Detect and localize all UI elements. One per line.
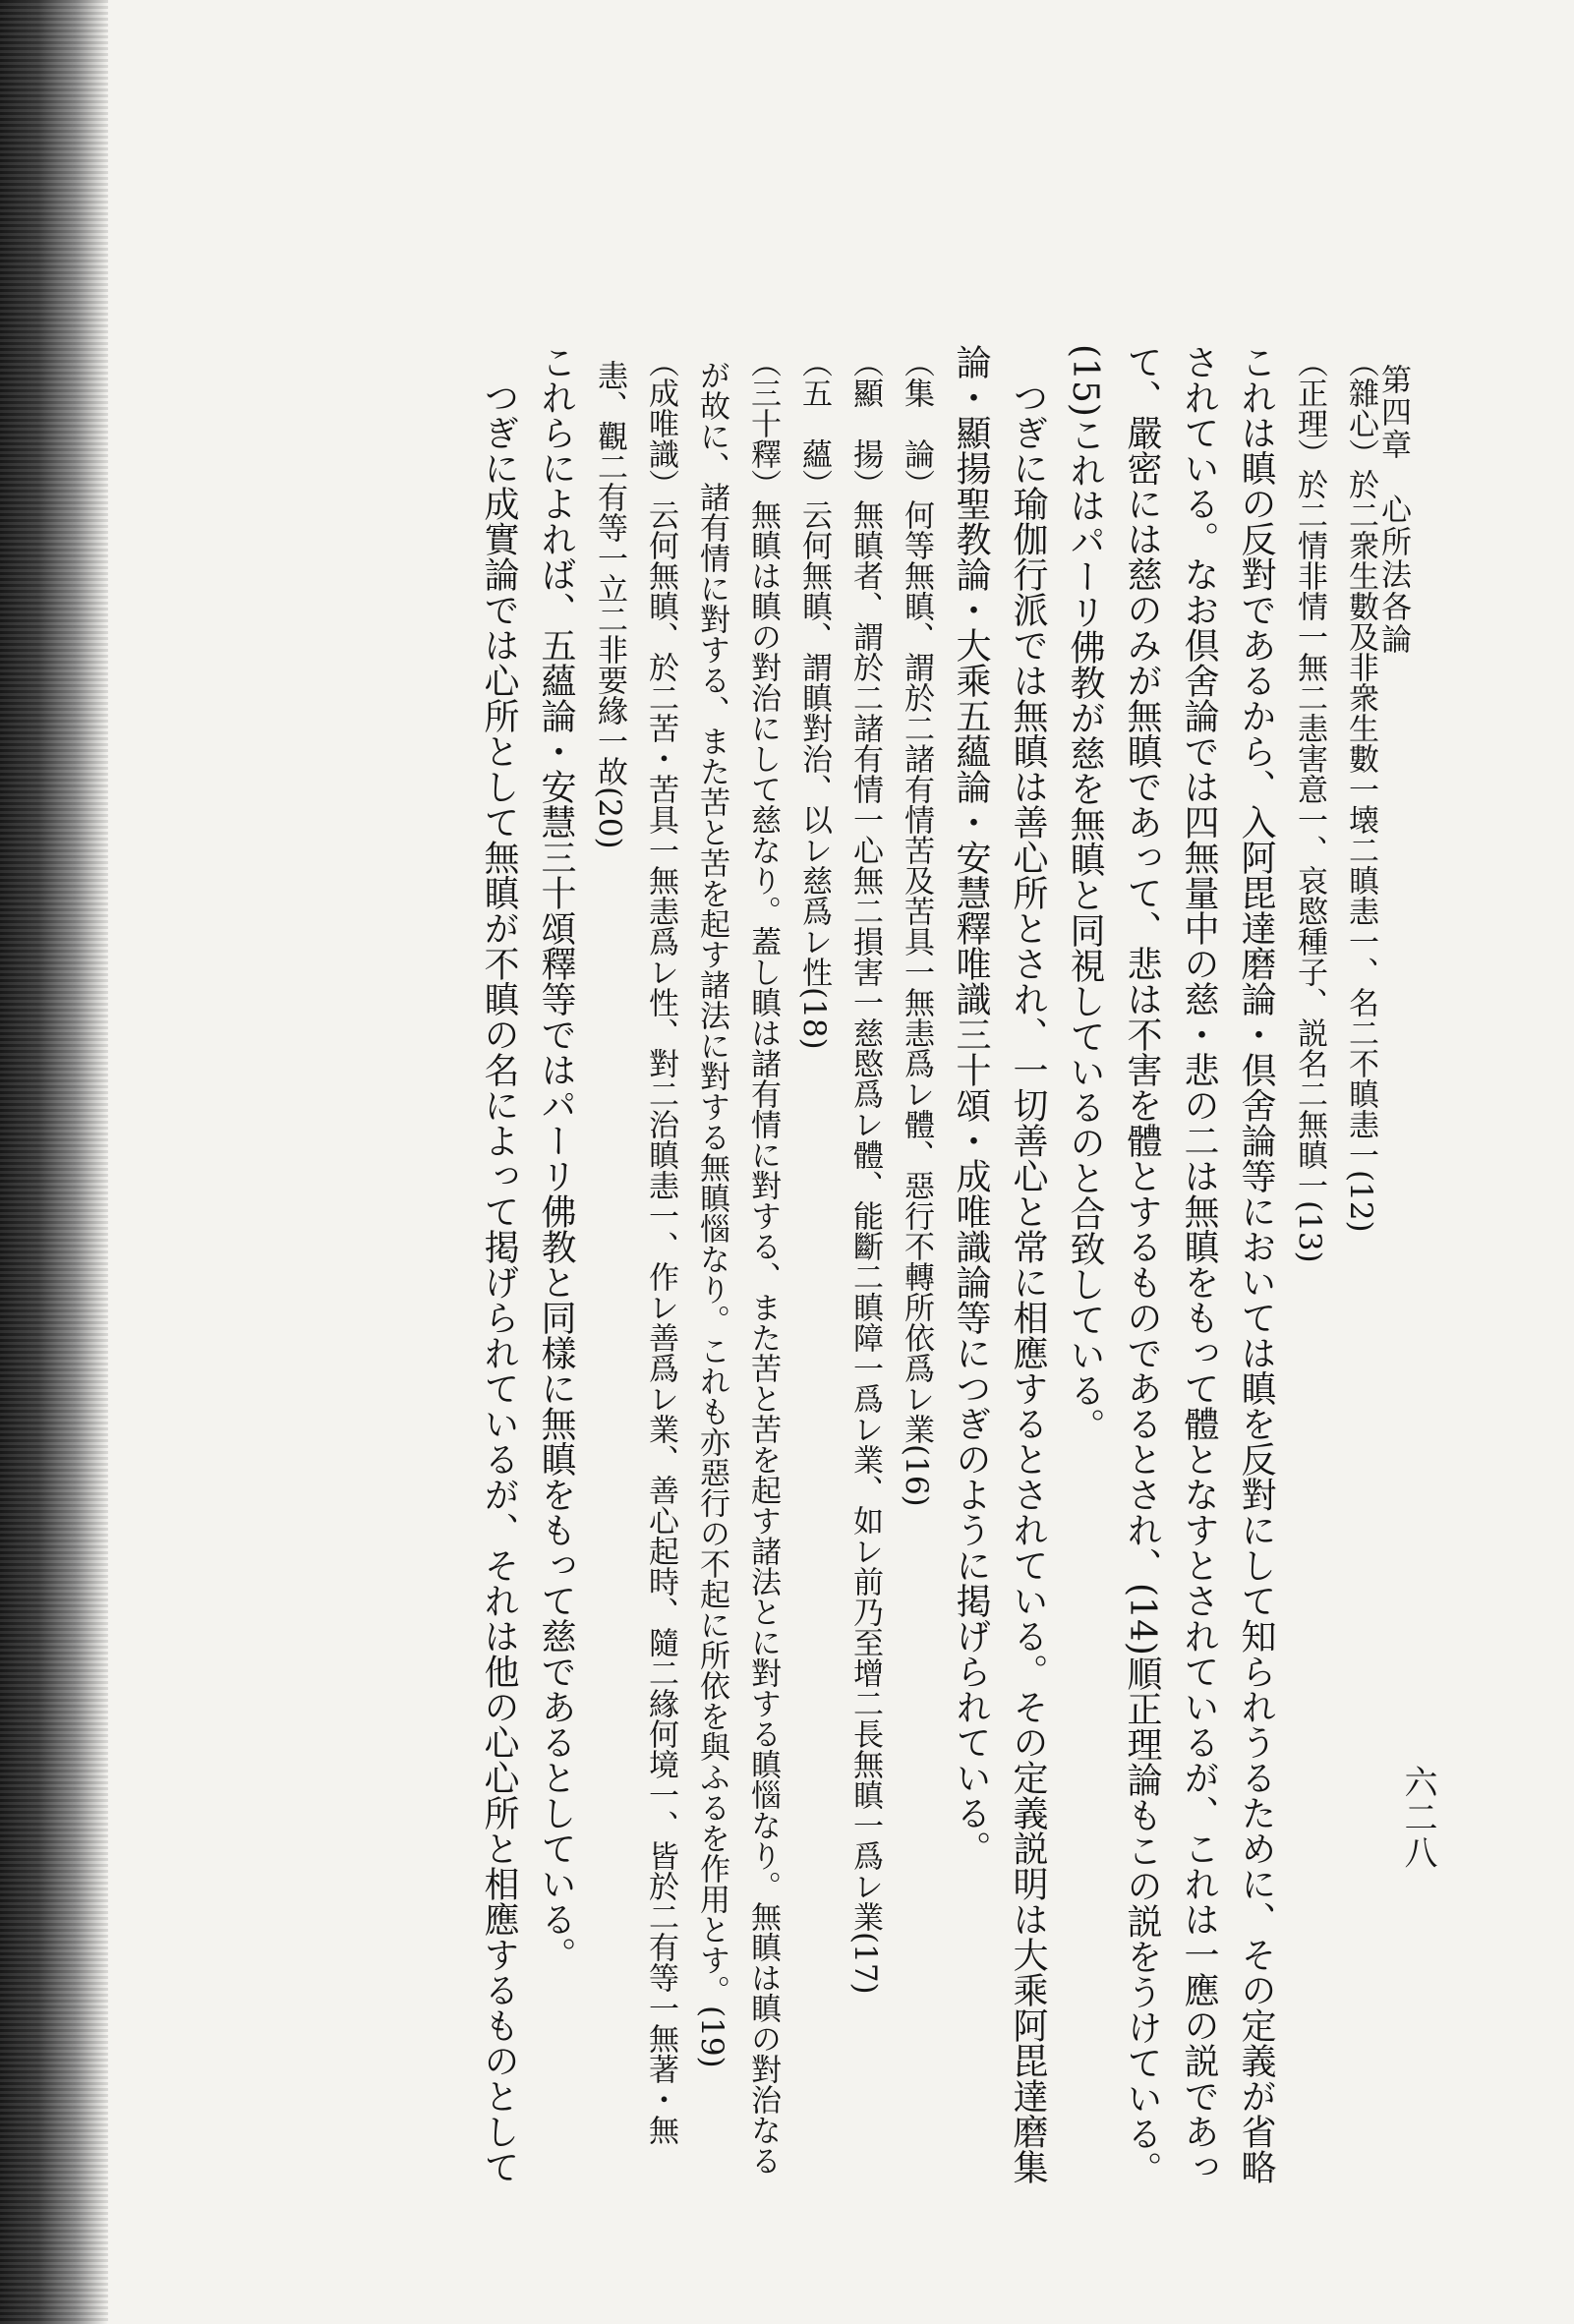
paragraph-2: つぎに瑜伽行派では無瞋は善心所とされ、一切善心と常に相應するとされている。その定義説明は大乘阿毘達磨集論・顯揚聖教論・大乘五蘊論・安慧釋唯識三十頌・成唯識論等につぎのように掲げられている。	[951, 344, 1048, 2184]
paragraph-1: これは瞋の反對であるから、入阿毘達磨論・倶舍論等においては瞋を反對にして知られうるために、その定義が省略されている。なお倶舍論では四無量中の慈・悲の二は無瞋をもって體となすとされているが、これは一應の説であって、嚴密には慈のみが無瞋であって、悲は不害を體とするものであるとされ、(14)順正理論もこの説をうけている。(15)これはパーリ佛教が慈を無瞋と同視しているのと合致している。	[1065, 344, 1276, 2186]
quote-shouri: （正理）於二情非情一無二恚害意一、哀愍種子、説名二無瞋一(13)	[1292, 347, 1327, 1263]
quote-goun: （五 蘊）云何無瞋、謂瞋對治、以レ慈爲レ性(18)	[796, 347, 832, 1050]
paragraph-4: つぎに成實論では心所として無瞋が不瞋の名によって掲げられているが、それは他の心心所と相應するものとして	[479, 379, 519, 2184]
quote-jouyuishiki: （成唯識）云何無瞋、於二苦・苦具一無恚爲レ性、對二治瞋恚一、作レ善爲レ業、善心起時、隨二緣何境一、皆於二有等一無著・無恚、觀二有等一立二非要緣一故(20)	[592, 347, 678, 2146]
quote-kenyou: （顯 揚）無瞋者、謂於二諸有情一心無二損害一慈愍爲レ體、能斷二瞋障一爲レ業、如レ前乃至增二長無瞋一爲レ業(17)	[847, 347, 883, 1995]
paragraph-3: これらによれば、五蘊論・安慧三十頌釋等ではパーリ佛教と同樣に無瞋をもって慈であるとしている。	[536, 344, 576, 1972]
running-head: 第四章 心所法各論	[1375, 364, 1411, 656]
binding-shadow	[0, 0, 108, 2324]
quote-zoushin: （雜心）於二衆生數及非衆生數一壊二瞋恚一、名二不瞋恚一(12)	[1343, 347, 1378, 1233]
quote-shuuron: （集 論）何等無瞋、謂於二諸有情苦及苦具一無恚爲レ體、惡行不轉所依爲レ業(16)	[899, 347, 934, 1507]
page-body	[177, 344, 1386, 2192]
page-number: 六二八	[1398, 1765, 1437, 1871]
quote-sanjuushaku: （三十釋）無瞋は瞋の對治にして慈なり。蓋し瞋は諸有情に對する、また苦と苦を起す諸法とに對する瞋惱なり。無瞋は瞋の對治なるが故に、諸有情に對する、また苦と苦を起す諸法に對する無瞋惱なり。これも亦惡行の不起に所依を與ふるを作用とす。(19)	[694, 347, 781, 2177]
